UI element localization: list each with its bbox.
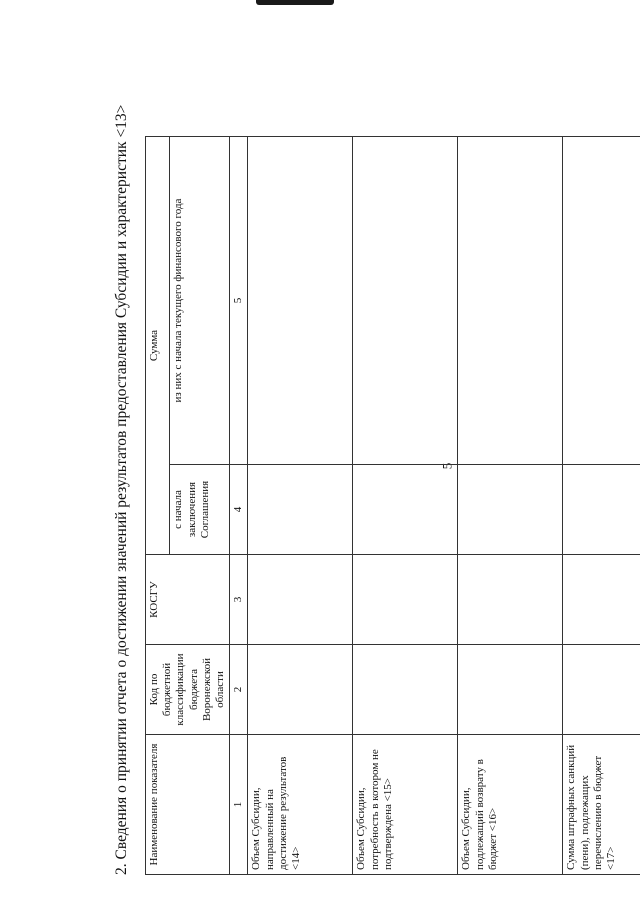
- scan-mark: [256, 0, 334, 5]
- row-label: Объем Субсидии, потребность в котором не подтверждена <15>: [353, 735, 458, 875]
- number-row: [230, 137, 248, 875]
- num-4: 4: [230, 465, 248, 555]
- header-name: Наименование показателя: [146, 735, 230, 875]
- table-row: [248, 137, 353, 875]
- header-row-1: [146, 137, 170, 875]
- report-table: [145, 136, 640, 875]
- header-sum-year: из них с начала текущего финансового года: [170, 137, 230, 465]
- header-sum: Сумма: [146, 137, 170, 555]
- header-code: Код по бюджетной классификации бюджета Воронежской области: [146, 645, 230, 735]
- header-sum-start: с начала заключения Соглашения: [170, 465, 230, 555]
- section-heading: 2. Сведения о принятии отчета о достижении значений результатов предоставления Субсидии и характеристик <13>: [113, 104, 130, 875]
- table-row: [563, 137, 640, 875]
- num-2: 2: [230, 645, 248, 735]
- num-5: 5: [230, 137, 248, 465]
- table-row: [458, 137, 563, 875]
- num-1: 1: [230, 735, 248, 875]
- page-number: 5: [439, 462, 455, 470]
- num-3: 3: [230, 555, 248, 645]
- header-kosgu: КОСГУ: [146, 555, 230, 645]
- row-label: Объем Субсидии, подлежащий возврату в бюджет <16>: [458, 735, 563, 875]
- table-row: [353, 137, 458, 875]
- rotated-sheet: [105, 25, 625, 875]
- row-label: Сумма штрафных санкций (пени), подлежащих перечислению в бюджет <17>: [563, 735, 640, 875]
- row-label: Объем Субсидии, направленный на достижение результатов <14>: [248, 735, 353, 875]
